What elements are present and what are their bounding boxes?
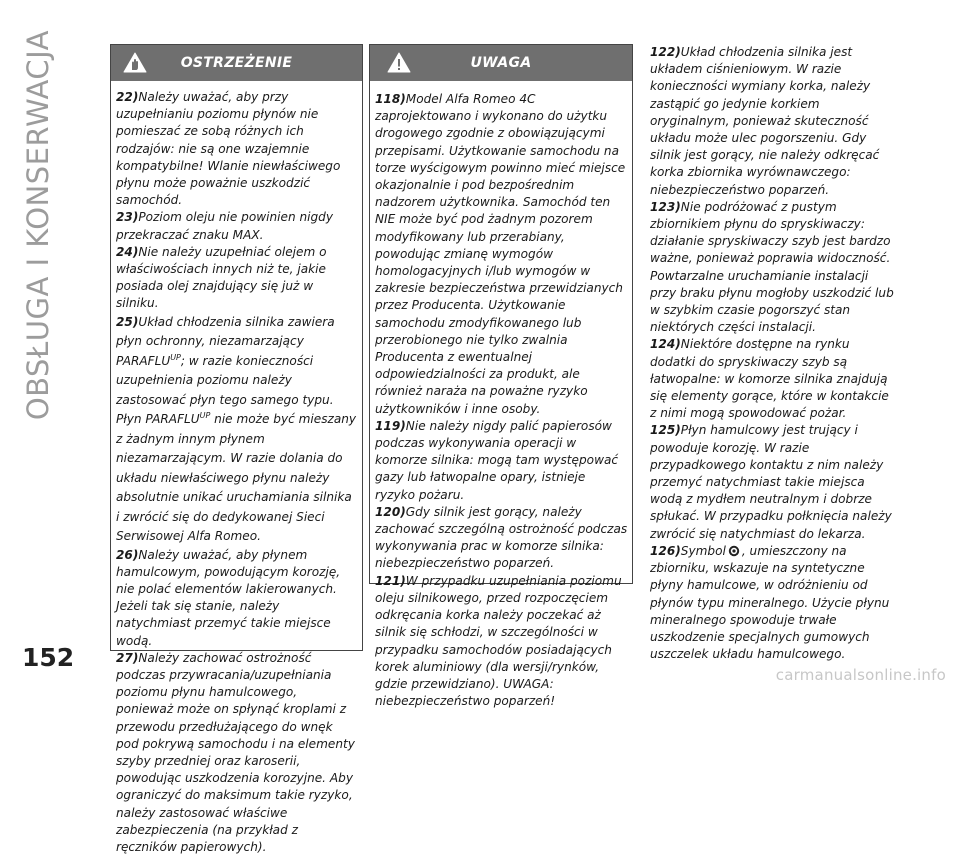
right-paragraph: 125)Płyn hamulcowy jest trujący i powoduje korozję. W razie przypadkowego kontaktu z nim należy przemyć natychmiast takie miejsca wodą z mydłem neutralnym i dobrze spłukać. W przypadku połknięcia należy zwrócić się natychmiast do lekarza. — [650, 423, 892, 541]
warning-paragraph: 25)Układ chłodzenia silnika zawiera płyn ochronny, niezamarzający $PARAFLU^{UP}$; w razie konieczności uzupełnienia poziomu należy zastosować płyn tego samego typu. Płyn $PARAFLU^{UP}$ nie może być mieszany z żadnym innym płynem niezamarzającym. W razie dolania do układu niewłaściwego płynu należy absolutnie unikać uruchamiania silnika i zwrócić się do dedykowanej Sieci Serwisowej Alfa Romeo. — [116, 314, 357, 544]
caution-paragraph: 120)Gdy silnik jest gorący, należy zachować szczególną ostrożność podczas wykonywania prac w komorze silnika: niebezpieczeństwo poparzeń. — [375, 504, 628, 571]
caution-box — [369, 44, 633, 709]
right-text-column — [650, 44, 896, 663]
caution-box-body — [370, 81, 632, 710]
right-paragraph: 124)Niektóre dostępne na rynku dodatki do spryskiwaczy szyb są łatwopalne: w komorze silnika znajdują się elementy gorące, które w kontakcie z nimi mogą spowodować pożar. — [650, 337, 889, 421]
warning-box-header — [111, 45, 362, 81]
warning-paragraph: 26)Należy uważać, aby płynem hamulcowym, powodującym korozję, nie polać elementów lakierowanych. Jeżeli tak się stanie, należy natychmiast przemyć takie miejsce wodą. — [116, 547, 341, 648]
warning-box — [110, 44, 363, 855]
brake-fluid-symbol-icon — [728, 545, 740, 557]
right-paragraph: 122)Układ chłodzenia silnika jest układem ciśnieniowym. W razie konieczności wymiany korka, należy zastąpić go jedynie korkiem oryginalnym, ponieważ skuteczność układu może ulec pogorszeniu. Gdy silnik jest gorący, nie należy odkręcać korka zbiornika wyrównawczego: niebezpieczeństwo poparzeń. — [650, 45, 880, 197]
warning-triangle-hand-icon — [123, 51, 147, 75]
page-number: 152 — [22, 643, 75, 672]
warning-box-title: OSTRZEŻENIE — [180, 55, 293, 71]
caution-paragraph: 121)W przypadku uzupełniania poziomu oleju silnikowego, przed rozpoczęciem odkręcania korka należy poczekać aż silnik się schłodzi, w szczególności w przypadku samochodów posiadających korek aluminiowy (dla wersji/rynków, gdzie przewidziano). UWAGA: niebezpieczeństwo poparzeń! — [375, 573, 622, 709]
warning-paragraph: 24)Nie należy uzupełniać olejem o właściwościach innych niż te, jakie posiada olej znajdujący się już w silniku. — [116, 244, 327, 311]
caution-paragraph: 118)Model Alfa Romeo 4C zaprojektowano i wykonano do użytku drogowego zgodnie z obowiązującymi przepisami. Użytkowanie samochodu na torze wyścigowym powinno mieć miejsce okazjonalnie i pod bezpośrednim nadzorem użytkownika. Samochód ten NIE może być pod żadnym pozorem modyfikowany lub przerabiany, powodując zmianę wymogów homologacyjnych i/lub wymogów w zakresie bezpieczeństwa przewidzianych przez Producenta. Użytkowanie samochodu zmodyfikowanego lub przerobionego nie tylko zwalnia Producenta z ewentualnej odpowiedzialności za produkt, ale również naraża na poważne ryzyko użytkowników i inne osoby. — [375, 92, 626, 416]
warning-box-body — [111, 81, 362, 856]
watermark: carmanualsonline.info — [775, 666, 946, 684]
side-title-text: OBSŁUGA I KONSERWACJA — [21, 30, 55, 421]
caution-box-header — [370, 45, 632, 81]
caution-box-title: UWAGA — [470, 55, 532, 71]
warning-paragraph: 27)Należy zachować ostrożność podczas przywracania/uzupełniania poziomu płynu hamulcowego, ponieważ może on spłynąć kroplami z przewodu przedłużającego do wnęk pod pokrywą samochodu i na elementy szyby przedniej oraz karoserii, powodując uszkodzenia korozyjne. Aby ograniczyć do maksimum takie ryzyko, należy zastosować właściwe zabezpieczenia (na przykład z ręczników papierowych). — [116, 650, 355, 855]
section-side-title — [8, 30, 68, 421]
exclamation-triangle-icon — [387, 51, 411, 75]
right-paragraph: 126)Symbol , umieszczony na zbiorniku, wskazuje na syntetyczne płyny hamulcowe, w odróżnieniu od płynów typu mineralnego. Użycie płynu mineralnego spowoduje trwałe uszkodzenie specjalnych gumowych uszczelek układu hamulcowego. — [650, 543, 890, 662]
warning-paragraph: 23)Poziom oleju nie powinien nigdy przekraczać znaku MAX. — [116, 210, 333, 242]
caution-paragraph: 119)Nie należy nigdy palić papierosów podczas wykonywania operacji w komorze silnika: mogą tam występować gazy lub łatwopalne opary, istnieje ryzyko pożaru. — [375, 418, 619, 502]
warning-paragraph: 22)Należy uważać, aby przy uzupełnianiu poziomu płynów nie pomieszać ze sobą różnych ich rodzajów: nie są one wzajemnie kompatybilne! Wlanie niewłaściwego płynu może poważnie uszkodzić samochód. — [116, 90, 341, 208]
right-paragraph: 123)Nie podróżować z pustym zbiornikiem płynu do spryskiwaczy: działanie spryskiwaczy szyb jest bardzo ważne, ponieważ poprawia widoczność. Powtarzalne uruchamianie instalacji przy braku płynu mogłoby uszkodzić lub w szybkim czasie pogorszyć stan niektórych części instalacji. — [650, 199, 894, 335]
